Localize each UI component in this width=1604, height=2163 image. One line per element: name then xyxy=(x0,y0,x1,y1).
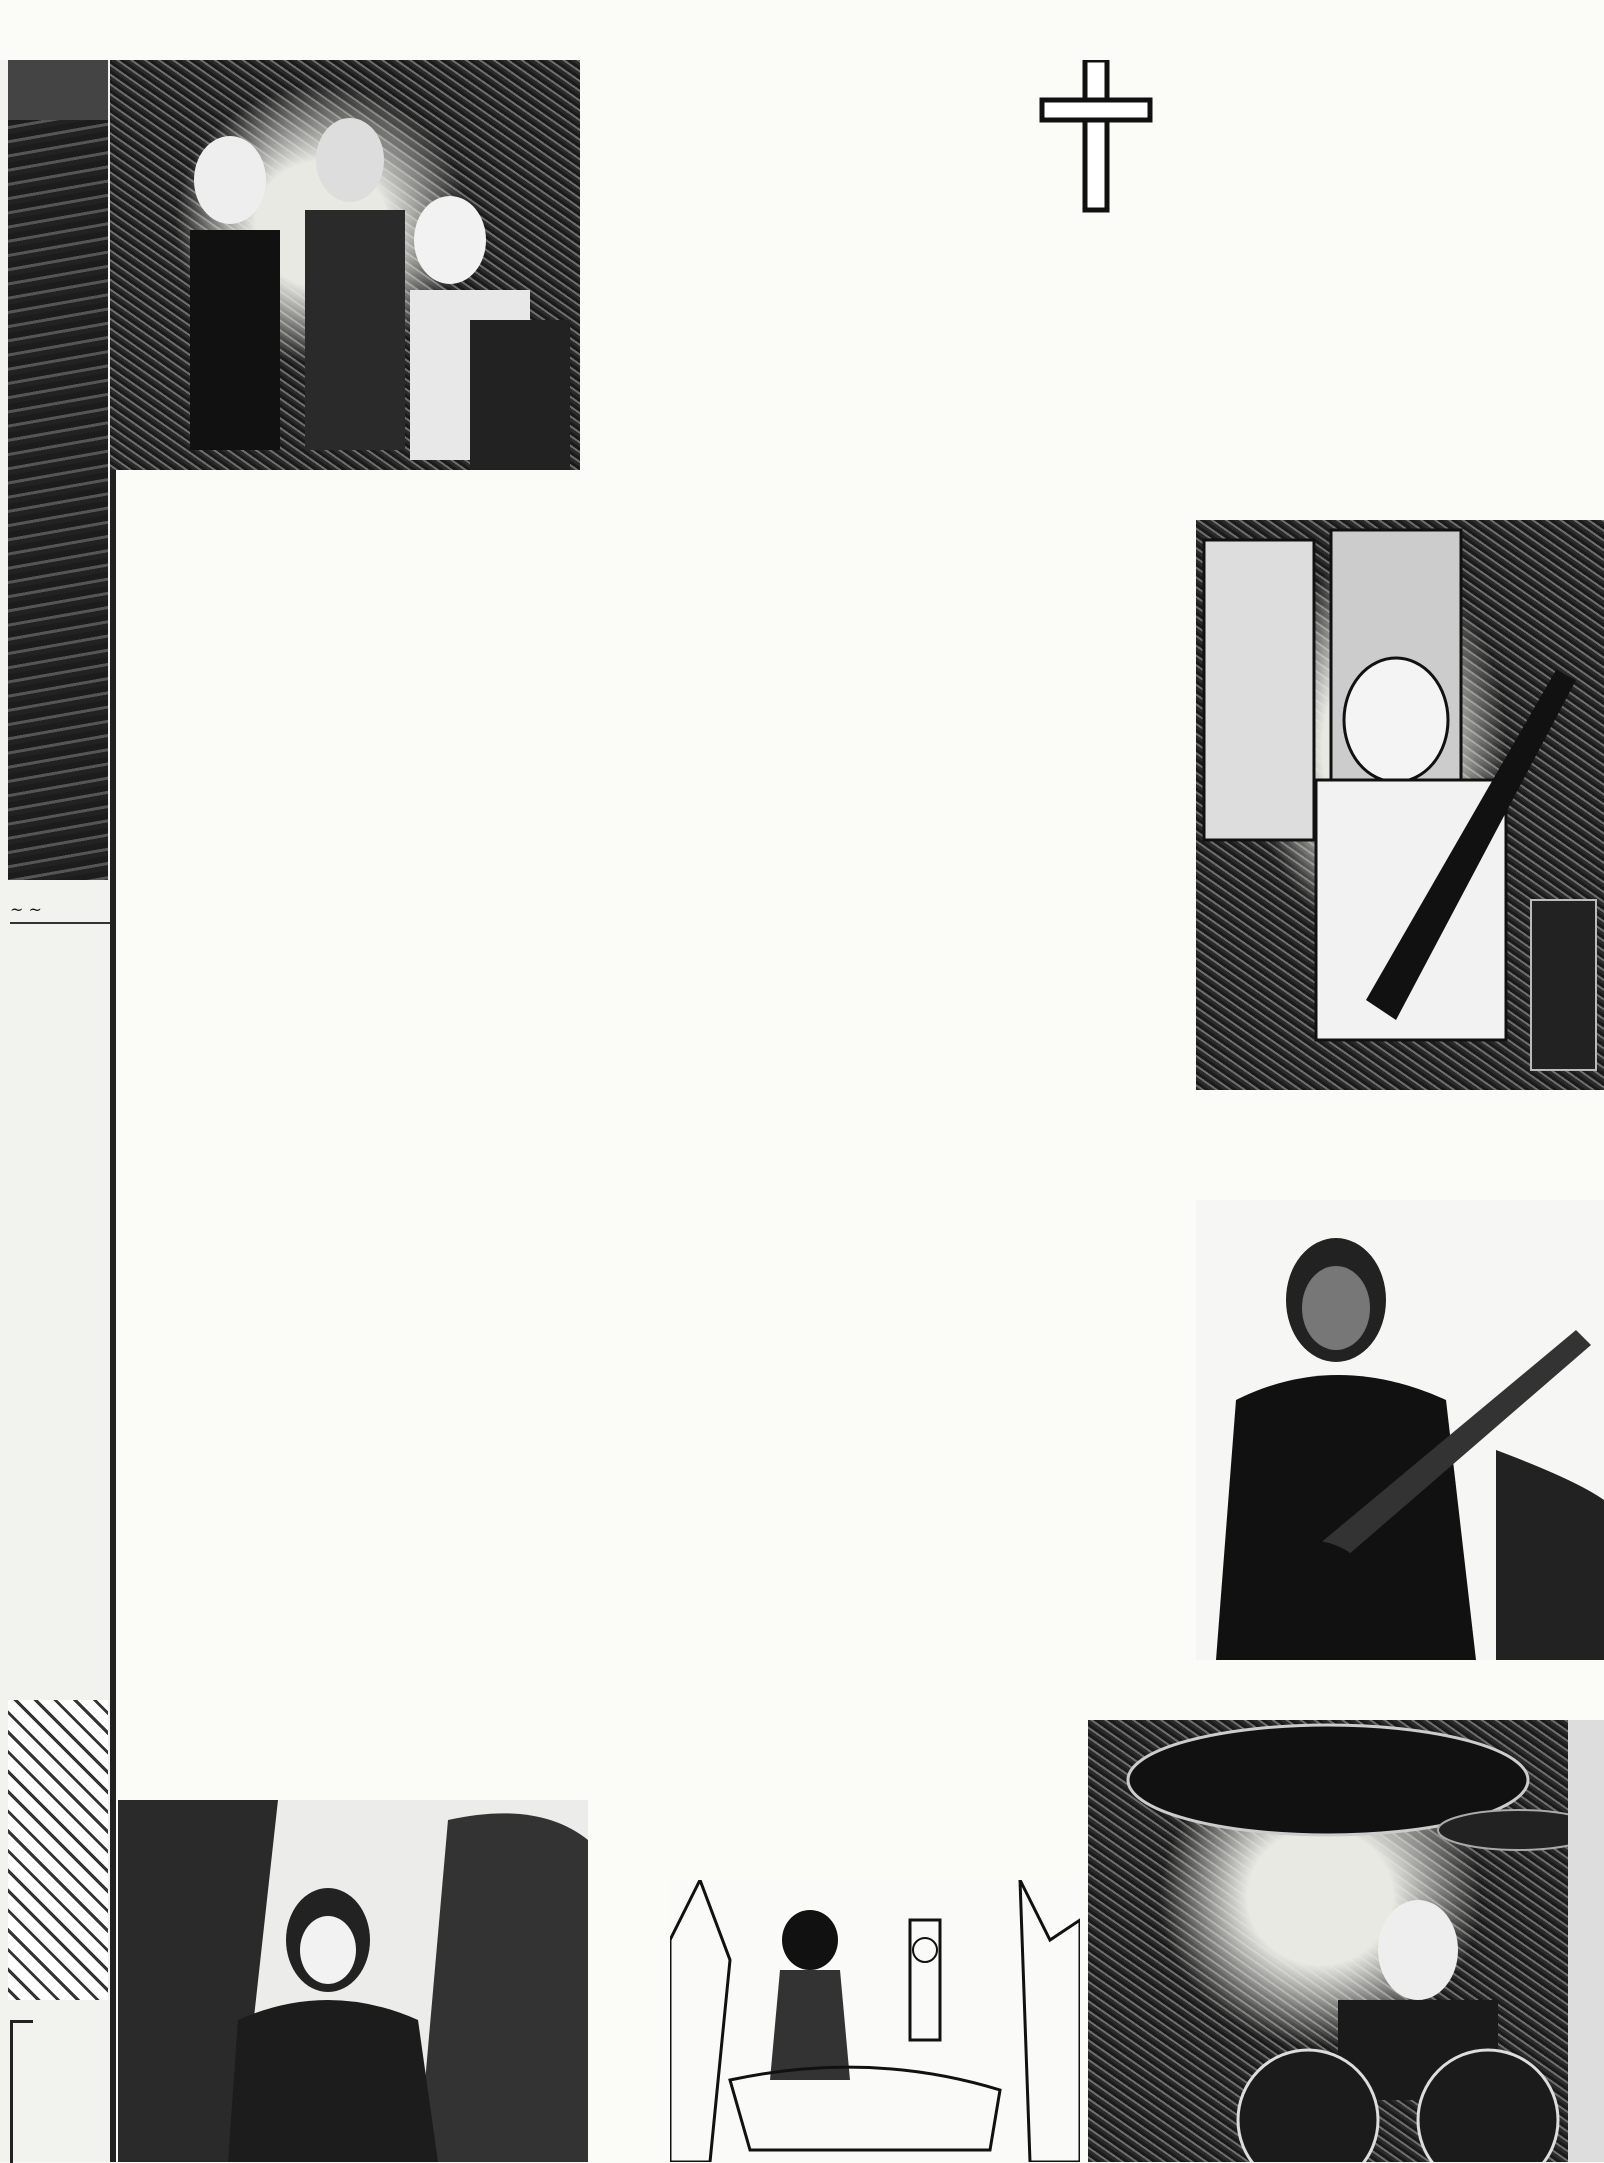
strip-bracket xyxy=(10,2020,33,2163)
strip-drawing xyxy=(8,1700,108,2000)
sentencia-logo xyxy=(680,60,1600,390)
band-photo-group xyxy=(110,60,580,470)
left-strip-previous-page xyxy=(0,60,116,2162)
bassist-photo xyxy=(1196,1200,1604,1660)
cartoon-drawing xyxy=(670,1880,1080,2162)
strip-photo-top xyxy=(8,60,108,120)
drummer-photo xyxy=(1088,1720,1604,2162)
member-photo-trees xyxy=(118,1800,588,2162)
guitarist-photo-poster xyxy=(1196,520,1604,1090)
strip-script-logo: ~ ~ xyxy=(10,900,110,924)
strip-photo-band xyxy=(8,120,108,880)
